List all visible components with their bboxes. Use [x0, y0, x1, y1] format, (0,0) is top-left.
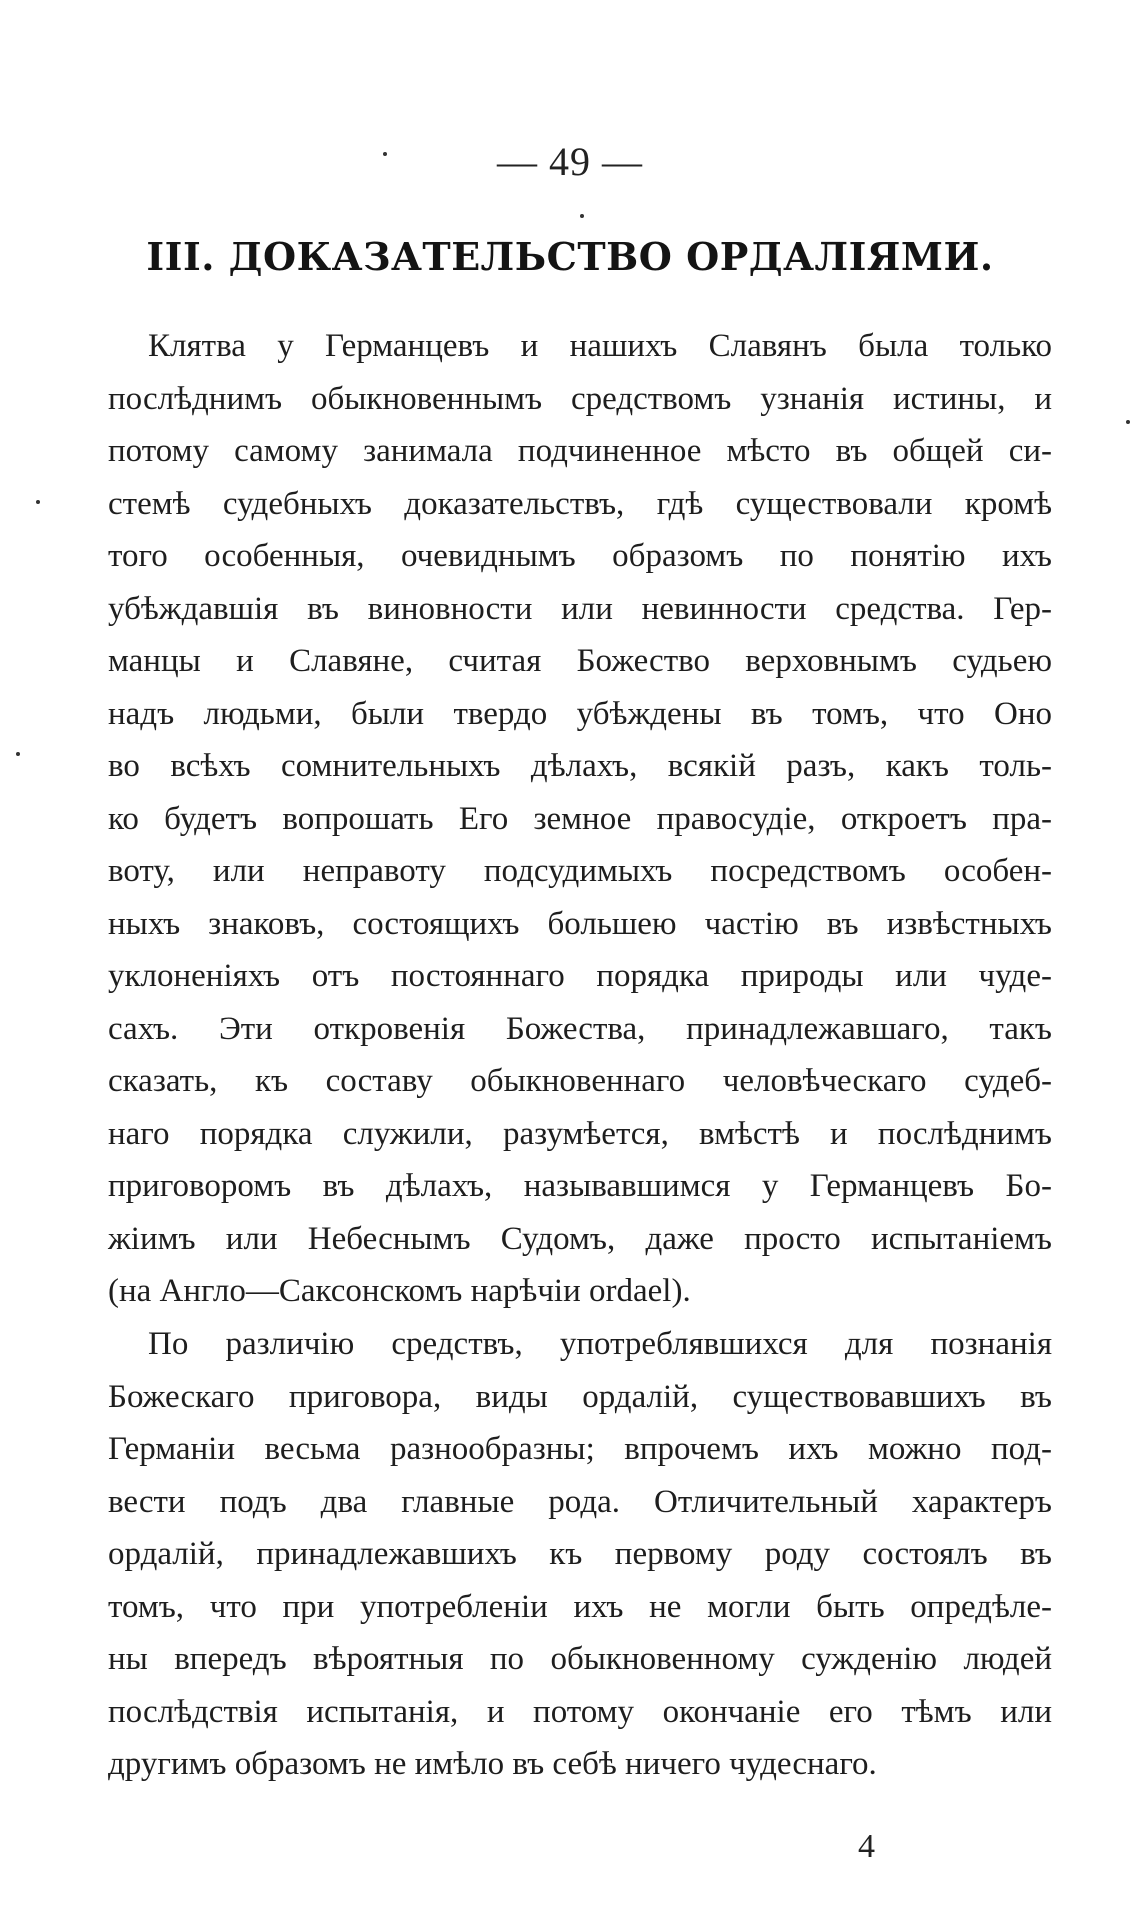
chapter-title: III. ДОКАЗАТЕЛЬСТВО ОРДАЛІЯМИ. [146, 234, 994, 279]
print-speck [16, 752, 20, 756]
text-line: манцы и Славяне, считая Божество верховнымъ судьею [108, 643, 1052, 679]
text-line: уклоненіяхъ отъ постояннаго порядка природы или чуде- [108, 958, 1052, 994]
text-line: другимъ образомъ не имѣло въ себѣ ничего чудеснаго. [108, 1746, 877, 1782]
text-line: во всѣхъ сомнительныхъ дѣлахъ, всякій разъ, какъ толь- [108, 748, 1052, 784]
print-speck [1126, 420, 1130, 424]
text-line: стемѣ судебныхъ доказательствъ, гдѣ существовали кромѣ [108, 485, 1052, 522]
text-line: По различію средствъ, употреблявшихся для познанія [148, 1326, 1052, 1362]
text-line: жіимъ или Небеснымъ Судомъ, даже просто испытаніемъ [108, 1220, 1052, 1257]
text-line: (на Англо—Саксонскомъ нарѣчіи ordael). [108, 1273, 691, 1309]
paragraph-1 [108, 320, 1052, 1318]
text-line: воту, или неправоту подсудимыхъ посредствомъ особен- [108, 853, 1052, 889]
signature-mark: 4 [858, 1828, 875, 1865]
text-line: потому самому занимала подчиненное мѣсто въ общей си- [108, 433, 1052, 469]
text-line: того особенныя, очевиднымъ образомъ по понятію ихъ [108, 538, 1052, 574]
text-line: послѣднимъ обыкновеннымъ средствомъ узнанія истины, и [108, 380, 1052, 417]
text-line: послѣдствія испытанія, и потому окончаніе его тѣмъ или [108, 1693, 1052, 1730]
text-line: Германіи весьма разнообразны; впрочемъ ихъ можно под- [108, 1431, 1052, 1467]
text-line: приговоромъ въ дѣлахъ, называвшимся у Германцевъ Бо- [108, 1168, 1052, 1204]
text-line: ныхъ знаковъ, состоящихъ большею частію въ извѣстныхъ [108, 905, 1052, 942]
text-line: сказать, къ составу обыкновеннаго человѣческаго судеб- [108, 1063, 1052, 1099]
print-speck [383, 152, 387, 156]
text-line: ко будетъ вопрошать Его земное правосудіе, откроетъ пра- [108, 800, 1052, 837]
text-line: Божескаго приговора, виды ордалій, существовавшихъ въ [108, 1378, 1052, 1415]
text-line: наго порядка служили, разумѣется, вмѣстѣ и послѣднимъ [108, 1115, 1052, 1152]
page-number: — 49 — [497, 139, 643, 184]
text-line: ордалій, принадлежавшихъ къ первому роду состоялъ въ [108, 1536, 1052, 1572]
text-line: убѣждавшія въ виновности или невинности средства. Гер- [108, 590, 1052, 627]
text-line: ны впередъ вѣроятныя по обыкновенному сужденію людей [108, 1641, 1052, 1677]
text-line: Клятва у Германцевъ и нашихъ Славянъ была только [148, 328, 1052, 364]
print-speck [580, 214, 584, 218]
print-speck [36, 500, 40, 504]
text-line: надъ людьми, были твердо убѣждены въ томъ, что Оно [108, 695, 1052, 732]
text-line: томъ, что при употребленіи ихъ не могли быть опредѣле- [108, 1588, 1052, 1625]
paragraph-2 [108, 1318, 1052, 1791]
text-line: вести подъ два главные рода. Отличительный характеръ [108, 1483, 1052, 1520]
text-line: сахъ. Эти откровенія Божества, принадлежавшаго, такъ [108, 1010, 1052, 1047]
